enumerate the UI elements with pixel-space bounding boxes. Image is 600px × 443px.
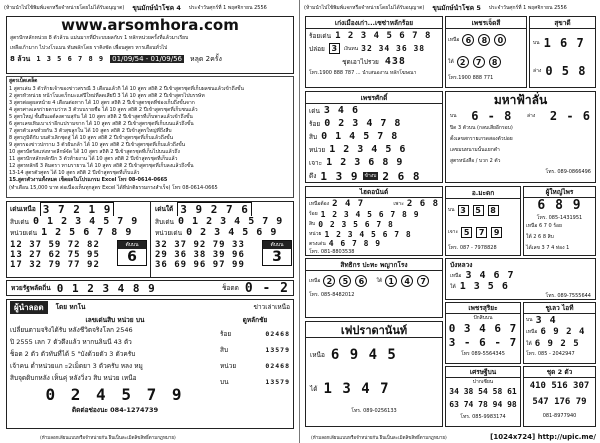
phetsak-line — [306, 143, 442, 156]
maha-a-value: 6 - 8 — [471, 109, 513, 123]
keng-title: เก่งเมืองเก่า...เซซ่าหลักร้อย — [306, 17, 442, 29]
chusao-b-value: 6 9 2 4 — [540, 327, 586, 337]
khun-bullet-1: เปลี่ยนตามจริงได้รับ หลังชีวิตจริงโลก 2546 — [10, 326, 133, 334]
phetsak-line-label: สิบ — [309, 132, 318, 141]
chusao-phone: โทร. 085 - 2042947 — [526, 351, 575, 357]
maha-bullet-1: ตั้งเลขสกรายเกรดสองตัวบ่อย — [450, 136, 513, 142]
header-title: ขุนมักษ์นำโชค 5 — [432, 4, 481, 12]
phet-a-label: เหนือ — [448, 37, 460, 43]
site-box — [6, 16, 294, 74]
grid-right-row-1-label: หน่วยเด่น — [155, 228, 183, 237]
sitthi-title: สิทธิกร ปะทะ พญากโรง — [306, 259, 442, 271]
grid-bottom-values: 0 1 2 3 4 8 9 — [56, 281, 156, 295]
phetdanai-a-value: 6 9 4 5 — [330, 347, 397, 363]
grid-right-tab-mark: 3 — [272, 249, 282, 265]
khun-right-value-4: 13579 — [265, 378, 290, 386]
jui-title: ชุด 2 ตัว — [524, 367, 595, 378]
khun-contact: ติดต่อช่องนะ 084-1274739 — [71, 406, 159, 414]
mid-r1-value: 2 4 7 — [332, 198, 365, 209]
mid-r1-value2: 2 6 8 — [406, 198, 439, 209]
phetdanai-phone: โทร. 089-0256133 — [351, 408, 397, 414]
phuyai-phone: โทร. 085-1431951 — [536, 215, 583, 221]
grid-right — [152, 202, 294, 278]
grid-right-row-0-values: 0 1 2 3 4 5 7 9 — [177, 216, 284, 227]
mid-r5-label: ตรงเด่น — [309, 240, 326, 247]
formula-title: สูตรเบ็ดเตล็ด — [9, 78, 38, 84]
sut-a-value: 1 6 7 — [543, 36, 585, 50]
madok-a-2: 8 — [488, 205, 499, 216]
phetsak-line-label: เจาะ — [309, 158, 323, 167]
phuyai-big: 6 8 9 — [537, 198, 582, 213]
phetsuriya-sub: ปักสิบบน — [473, 315, 493, 321]
sitthi-b-0: 1 — [385, 275, 397, 287]
phetsuriya-box — [445, 302, 521, 364]
grid-right-top: 3 9 2 7 6 — [177, 202, 252, 216]
keng-r3-value: 438 — [384, 56, 406, 67]
grid-right-row-0-label: สิบเด่น — [155, 217, 174, 226]
sitthi-b-label: ใต้ — [376, 277, 383, 284]
grid-right-label: เด่นใต้ — [155, 205, 174, 213]
khun-bullet-5: สิบจุดดิบกหลัง เห็นคุ่ หลังวิ่งว สิบ หน่วย เหนือ — [10, 374, 137, 382]
madok-phone: โทร. 087 - 7978828 — [448, 244, 497, 251]
grid-bottom-row — [6, 280, 294, 296]
mid-r1-label: เหนือต้อง — [309, 200, 330, 207]
bong-phone: โทร. 089-7555644 — [545, 293, 591, 299]
keng-r1-values: 1 2 3 4 5 6 7 8 — [335, 30, 432, 41]
grid-left-row-0-label: สิบเด่น — [10, 217, 29, 226]
keng-r2-label: ปล่อย — [309, 44, 325, 53]
sut-b-value: 0 5 8 — [545, 64, 587, 78]
maha-b-value: 2 - 6 — [549, 109, 591, 123]
site-line-3-dates: 01/09/54 - 01/09/56 — [112, 55, 182, 63]
grid-right-tab — [262, 240, 292, 266]
jui-phone: 081-8977940 — [542, 413, 577, 419]
phetsak-line — [306, 117, 442, 130]
khun-title: ข่าวเล่าเหนือ — [253, 303, 290, 311]
mid-r4-label: หน่วย — [309, 231, 322, 237]
khun-right-label-3: หน่วย — [220, 362, 237, 370]
madok-box — [445, 186, 521, 256]
phetdanai-b-label: ได้ — [310, 385, 318, 393]
grid-right-pairs — [155, 240, 260, 270]
formula-item: 5 สูตรใหญ่ ชั้นยืนเอต์ลงตามสุกัน ได้ 10 สูตร สถิติ 2 ปีเข้าสูตรที่เก็บพาลแล้วเข้าถึงขั้น — [9, 113, 193, 120]
right-footer: (ห้ามลอกเลียนแบบหรือจำหน่ายกัน ฝืนเป็นละเมิดลิขสิทธิ์ตามกฎหมาย) — [311, 436, 447, 441]
maha-phone: โทร. 089-0866496 — [545, 169, 591, 175]
keng-r2-mid: เงินทน — [343, 45, 359, 52]
numbers-grid — [6, 201, 294, 278]
mid-r3-label: สิบ — [309, 221, 316, 227]
khun-big-digits: 0 2 4 5 7 9 — [45, 385, 185, 404]
mid-box — [305, 186, 443, 256]
keng-box — [305, 16, 443, 88]
formula-item: 6 สูตรเลขเหิมเบาเร่าอีกแปรามขาก ได้ 10 สูตร สถิติ 2 ปีเข้าสูตรชุดที่เก็บบนแล้วถึงขั้น — [9, 120, 194, 127]
setthi-line-1: 63 74 78 94 98 — [449, 400, 517, 409]
mid-r2-label: ร้อย — [309, 211, 318, 217]
setthi-title: เศรษฐีบน — [446, 367, 520, 378]
phetsuriya-big-1: 0 3 4 6 7 — [448, 322, 518, 335]
grid-bottom-label: หวยรัฐพลัดถิ่น — [11, 284, 51, 292]
site-url[interactable]: www.arsomhora.com — [61, 17, 239, 33]
phetsuriya-phone: โทร 089-5564345 — [461, 351, 505, 357]
bong-r1-label: เหนือ — [450, 272, 462, 279]
madok-b-2: 9 — [491, 227, 502, 238]
chusao-c-label: ใต้ — [526, 341, 532, 347]
mid-r1-label2: เพาะ — [393, 200, 404, 207]
khun-right-value-2: 13579 — [265, 346, 290, 354]
sitthi-a-2: 6 — [355, 275, 367, 287]
grid-left-row-0-values: 0 1 2 3 4 5 7 9 — [32, 216, 139, 227]
khun-section — [6, 299, 294, 429]
phet-a-0: 6 — [462, 34, 474, 46]
grid-left-row-1-values: 1 2 5 6 7 8 9 — [41, 227, 133, 238]
maha-a-label: บน — [450, 113, 457, 119]
chusao-b-label: เหนือ — [526, 329, 538, 335]
setthi-box — [445, 366, 521, 427]
sut-box — [529, 16, 596, 88]
phet-phone: โทร.1900 888 771 — [448, 74, 494, 81]
phet-a-1: 8 — [478, 34, 490, 46]
khun-bullet-4: เจ้าคน ต่ำหน่วยแก ะ2เม็ดยา 3 ตัวครับ หลง หมู — [10, 362, 143, 370]
left-page-header — [4, 2, 296, 14]
phetsak-lines — [306, 104, 442, 169]
phet-box — [445, 16, 527, 88]
chusao-box — [523, 302, 596, 364]
phet-a-2: 0 — [494, 34, 506, 46]
phet-title: เพชรเจ็ดสี — [446, 17, 526, 29]
keng-r2-box: 3 — [329, 43, 340, 54]
site-line-3-label: 8 ล้วน — [10, 54, 31, 63]
grid-left-pair-0: 12 37 59 72 82 — [10, 240, 100, 250]
sitthi-box — [305, 258, 443, 318]
keng-r2-values: 32 34 36 38 — [361, 44, 426, 53]
formula-item: 13-14 สูตรตัวศูตร ได้ 10 สูตร สถิติ 2 ปีเข้าสูตรชุดที่เก็บแล้ว — [9, 169, 140, 176]
site-line-3-values: 1 3 5 6 7 8 9 — [36, 55, 105, 63]
site-line-2: เหลือเก้ามาก ไปวงโรแมน ทันพลักโดย ราคิงชัด เพื่อนศูตร หารเดือนทั่วไป — [10, 45, 168, 51]
grid-right-row-1-values: 0 2 3 4 5 6 9 — [186, 227, 278, 238]
sitthi-a-0: 2 — [323, 275, 335, 287]
setthi-sub: ปากเซียน — [472, 379, 494, 385]
phetsak-line-values: 1 2 3 6 8 9 — [326, 157, 404, 168]
khun-right-value-1: 02468 — [265, 330, 290, 338]
madok-b-0: 5 — [461, 227, 472, 238]
bong-r1-value: 3 4 6 7 — [465, 270, 515, 281]
grid-left-row-1-label: หน่วยเด่น — [10, 228, 38, 237]
maha-bullet-0: ปิด 3 ตัวบน (กลบเสียอีกรอบ) — [450, 125, 513, 131]
formula-box — [6, 76, 294, 198]
grid-right-pair-2: 36 69 96 97 99 — [155, 260, 245, 270]
sitthi-a-label: เหนือ — [309, 277, 321, 284]
phetsak-line-label: หน่วย — [309, 145, 326, 154]
grid-left-tab-label: ตับบน — [118, 241, 146, 249]
right-page-header — [304, 2, 597, 14]
formula-item: 3 สูตรต่อดูผลหน้าย 4 เดือนต่อหาก ได้ 10 สูตร สถิติ 2 ปีเข้าสูตรชุดที่ช่องเก็บถึงขั้นจาก — [9, 99, 195, 106]
madok-a-0: 3 — [458, 205, 469, 216]
sitthi-a-1: 5 — [339, 275, 351, 287]
sut-a-label: บน — [533, 40, 540, 46]
phuyai-line-2: ได้เลข 3 7 4 ท่อง 1 — [526, 245, 570, 251]
phetsak-bottom-box: ข้างบ — [364, 173, 377, 179]
setthi-line-0: 34 38 54 58 61 — [449, 387, 517, 396]
header-date: ประจำวันศุกร์ที่ 1 พฤศจิกายน 2556 — [188, 5, 267, 11]
phet-b-label: ใต้ — [448, 59, 454, 65]
formula-list — [7, 85, 293, 176]
formula-item: 7 สูตรตัวเลขทั่วยกัน 3 ตัวสุขลูกใน ได้ 10 สูตร สถิติ 2 ปีเข้าสูตรใหญ่ที่ถึงสืบ — [9, 127, 172, 134]
phet-b-0: 2 — [457, 56, 469, 68]
khun-right-label-2: สิบ — [220, 346, 229, 354]
mid-title: ไฮดอนันต์ — [306, 187, 442, 198]
keng-r1-label: ร้อยเด่น — [309, 31, 332, 40]
formula-item: 9 สูตรรองข่าวปกราม 3 ตัวฝันกล้า ได้ 10 สูตร สถิติ 2 ปีเข้าสูตรชุดที่เก็บแล้วถึงขั้น — [9, 141, 186, 148]
mid-r2-value: 1 2 3 4 5 6 7 8 9 — [320, 209, 420, 219]
grid-left — [7, 202, 151, 278]
phetsak-line-values: 1 2 3 4 5 6 — [329, 144, 407, 155]
khun-bullet-2: ปิ 2555 เลก 7 ตัวตึงแล้ว หากนลินนี 43 ตัว — [10, 338, 132, 346]
phuyai-title: ผู้ใหญ่ไพร — [524, 187, 595, 198]
grid-right-pair-0: 32 37 92 79 33 — [155, 240, 245, 250]
jui-line-0: 410 516 307 — [529, 381, 590, 391]
formula-item: 8 สูตรภูมิดีกับ บนตัวเลิกชุดสู่ ได้ 10 สูตร สถิติ 2 ปีเข้าสูตรชุดที่เก็บแล้วถึงขั้น — [9, 134, 174, 141]
jui-box — [523, 366, 596, 427]
madok-b-label: เจาะ — [448, 229, 459, 235]
formula-item: 10 สูตรป์ตรัสแห่งหาดลีกษ์จัด ได้ 10 สูตร สถิติ 2 ปีเข้าสูตรชุดที่เก็บไปบนแล้วถึง — [9, 148, 180, 155]
madok-title: อ.มะดก — [446, 187, 520, 199]
bong-r2-value: 1 3 5 6 — [459, 281, 509, 292]
keng-r3-label: ชุดเอาไปรวย — [342, 57, 379, 66]
phetsak-line-values: 0 1 4 5 7 8 — [321, 131, 399, 142]
khun-right-label-4: บน — [220, 378, 229, 386]
grid-left-tab — [117, 240, 147, 266]
maha-title: มหาฟ้าลั่น — [493, 92, 548, 107]
watermark[interactable]: [1024x724] http://upic.me/ — [490, 433, 596, 441]
maha-b-label: ล่าง — [526, 113, 536, 119]
mid-phone: โทร. 081-8803538 — [309, 249, 355, 255]
bong-r2-label: ใต้ — [450, 283, 456, 290]
grid-left-pairs — [10, 240, 115, 270]
phuyai-line-0: เหนือ 6 7 0 ร้อย — [526, 223, 562, 229]
sut-b-label: ล่าง — [533, 68, 542, 74]
bong-box — [445, 258, 596, 300]
khun-name: โดย หกโน — [55, 303, 86, 311]
grid-left-pair-1: 13 27 62 75 95 — [10, 250, 100, 260]
header-title: ขุนมักษ์นำโชค 4 — [132, 4, 181, 12]
khun-brand: ผู้นำลอต — [10, 301, 48, 314]
phetsak-line-values: 0 2 3 4 7 8 — [324, 118, 402, 129]
maha-bullet-2: เลขมนหนามนั้นแยกตำ — [450, 147, 500, 153]
grid-left-label: เด่นเหนือ — [10, 205, 36, 213]
header-note: (ห้ามนำไปใช้พิมพ์แจกหรือจำหน่ายโดยไม่ได้รับอนุญาต) — [4, 5, 125, 11]
madok-a-label: บน — [448, 207, 455, 213]
phet-b-1: 7 — [473, 56, 485, 68]
site-line-3-tail: หลุด 2ครั้ง — [189, 54, 222, 63]
bong-title: บังหลวง — [450, 260, 473, 269]
grid-right-tab-label: ตับบน — [263, 241, 291, 249]
chusao-title: ชูเลว ไอที — [524, 303, 595, 314]
phetdanai-b-value: 1 3 4 7 — [323, 381, 390, 397]
grid-left-top: 3 7 2 1 9 — [40, 202, 115, 216]
chusao-c-value: 6 9 2 5 — [534, 339, 580, 349]
sitthi-phone: โทร. 085-8482012 — [309, 292, 355, 298]
phetsak-line — [306, 130, 442, 143]
khun-bullet-3: ช็อต 2 ตัว ตัวทันที่ได้ 5 "บังด้วยตัว 3 ตัวครับ — [10, 350, 136, 358]
jui-line-1: 547 176 79 — [532, 397, 587, 407]
excel-line-2: (ทำเดือน 15,000 บาท ต่อเนื่องเห็นทุกสูตร Excel ได้ที่ปกติธรรมกรงสำเร็จ) โทร 08-0614-0665 — [9, 184, 218, 191]
mid-r3-value: 0 2 3 5 6 7 8 — [318, 219, 394, 229]
grid-left-tab-mark: 6 — [127, 249, 137, 265]
left-footer: (ห้ามลอกเลียนแบบหรือจำหน่ายกัน ฝืนเป็นละเมิดลิขสิทธิ์ตามกฎหมาย) — [40, 436, 176, 441]
formula-item: 1 สูตรเล่น 3 ตัวท้ายเจ้าของข่าวสรรณี 3 เดือนแล้วกิ ได้ 10 สูตร สถิติ 2 ปีเข้าสูตรชุดที่เก็บผลชนแล้วเข้าถึงขั้น — [9, 85, 244, 92]
maha-box — [445, 91, 596, 183]
mid-r5-value: 4 6 7 8 9 — [328, 239, 382, 248]
khun-body — [10, 315, 220, 415]
grid-bottom-right-label: ช็อตต — [222, 284, 239, 292]
khun-subtitle: เลขเด่นสิบ หน่วย บน — [85, 316, 145, 324]
phetdanai-box — [305, 321, 443, 427]
mid-r4-value: 1 2 3 4 5 6 7 8 — [324, 229, 412, 239]
chusao-a-label: บน — [526, 317, 533, 323]
phetsak-line — [306, 156, 442, 169]
phuyai-box — [523, 186, 596, 256]
phetsak-bottom-tail: 2 6 8 — [382, 169, 421, 183]
phetsak-line-label: ร้อย — [309, 119, 321, 128]
excel-line-1: 15.สูตรตัวงานทั้งหมด เช็ดผลในโปรแกรม Excel โทร 08-0614-0665 — [9, 177, 168, 183]
phetsak-title: เพชรศักดิ์ — [306, 92, 442, 104]
khun-right-label-0: ดูหลักชัย — [242, 316, 268, 324]
grid-left-pair-2: 17 32 79 77 92 — [10, 260, 100, 270]
site-line-1: สูตรปักหลักหน่วย 8 ตัวล้วน แม่นมากที่มีระบบผลกับร 1 หลักหน่วยครั้งที่แล้วมาเรียบ — [10, 35, 189, 41]
setthi-phone: โทร. 085-9983174 — [460, 414, 506, 420]
sitthi-b-2: 7 — [417, 275, 429, 287]
khun-right-label-1: ร้อย — [220, 330, 232, 338]
header-note: (ห้ามนำไปใช้พิมพ์แจกหรือจำหน่ายโดยไม่ได้รับอนุญาต) — [304, 5, 425, 11]
header-date: ประจำวันศุกร์ที่ 1 พฤศจิกายน 2556 — [488, 5, 567, 11]
phetsak-line — [306, 104, 442, 117]
madok-b-1: 7 — [476, 227, 487, 238]
khun-right-value-3: 02468 — [265, 362, 290, 370]
khun-right — [220, 315, 290, 390]
phetdanai-a-label: เหนือ — [310, 351, 325, 359]
phetdanai-title: เฟปราดานันท์ — [306, 322, 442, 338]
maha-bullet-3: สูตรหนังสือ / บวก 2 ตัว — [450, 158, 501, 164]
formula-item: 12 สูตรหลักผี 3 ดิมตรา ทามรายาน ได้ 10 สูตร สถิติ 2 ปีเข้าสูตรชุดที่เก็บลงแล้วถึงขั้น — [9, 162, 194, 169]
sitthi-b-1: 4 — [401, 275, 413, 287]
formula-item: 11 สูตรปักหลักหลักปิก 3 ตัวท้ายงาน ได้ 10 สูตร สถิติ 2 ปีเข้าสูตรชุดที่เก็บแล้ว — [9, 155, 178, 162]
phetsuriya-title: เพชรสุริยะ — [446, 303, 520, 314]
keng-phone: โทร.1900 888 787 ... นำเสนองาน หลักโฆษณา — [309, 69, 417, 76]
phet-b-2: 8 — [489, 56, 501, 68]
phetsak-line-values: 3 4 6 — [323, 105, 359, 116]
chusao-a-value: 3 4 — [535, 314, 557, 326]
formula-item: 2 สูตรหัวหน่วย หน้าโบเดเร็กมะแต่ปีใหม่ที่ลดเสียปี 3 ได้ 10 สูตร สถิติ 2 ปีเข้าสูตรไปบรรษัท — [9, 92, 205, 99]
formula-item: 4 สูตรศาลเลขร่ายตามว่าห 3 ตัวบนรายชื่อ ได้ 10 สูตร สถิติ 2 ปีเข้าสูตรชุดที่เก็บชนแล้ว — [9, 106, 198, 113]
right-page — [301, 0, 600, 443]
grid-right-pair-1: 29 36 38 39 96 — [155, 250, 245, 260]
phetsuriya-big-2: 3 - 6 - 7 — [448, 336, 518, 349]
phetsak-bottom-values: 1 3 9 — [320, 169, 359, 183]
phuyai-line-1: ใต้ 2 6 8 สิบ — [526, 234, 554, 240]
phetsak-bottom-label: ดึง — [309, 172, 317, 180]
grid-bottom-right-value: 0 - 2 — [244, 280, 289, 296]
madok-a-1: 5 — [473, 205, 484, 216]
phetsak-box — [305, 91, 443, 183]
phetsak-line-label: เด่น — [309, 106, 320, 115]
sut-title: สุขาดี — [530, 17, 595, 29]
